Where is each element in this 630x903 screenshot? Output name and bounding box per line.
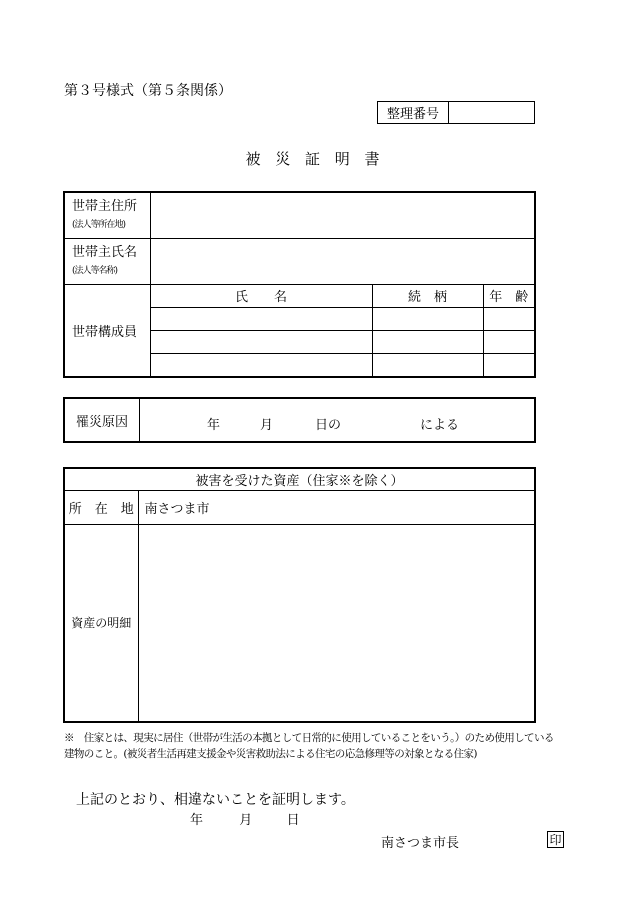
cause-due-to-label: による (420, 418, 460, 433)
member-name-cell[interactable] (150, 307, 372, 330)
member-age-cell[interactable] (483, 353, 535, 377)
household-name-label: 世帯主氏名 (法人等名称) (64, 238, 150, 284)
assets-header: 被害を受けた資産（住家※を除く） (64, 468, 535, 490)
disaster-cause-field[interactable] (140, 398, 536, 442)
cause-month-label: 月 (260, 418, 274, 433)
household-name-field[interactable] (150, 238, 535, 284)
household-address-field[interactable] (150, 192, 535, 238)
member-relation-cell[interactable] (372, 307, 483, 330)
cause-year-label: 年 (207, 418, 221, 433)
damaged-assets-table (63, 467, 536, 723)
member-relation-header: 続 柄 (372, 284, 483, 307)
member-name-cell[interactable] (150, 353, 372, 377)
household-table (63, 191, 536, 378)
assets-detail-field[interactable] (138, 524, 535, 722)
cause-day-label: 日の (315, 418, 342, 433)
issue-month-label: 月 (239, 813, 253, 828)
form-number: 第３号様式（第５条関係） (64, 83, 232, 99)
assets-location-label: 所 在 地 (64, 490, 138, 524)
seal-mark: 印 (547, 831, 564, 848)
member-age-cell[interactable] (483, 307, 535, 330)
reference-number-box (377, 101, 535, 124)
residence-note: ※ 住家とは、現実に居住（世帯が生活の本拠として日常的に使用していることをいう。）のため使用している建物のこと。(被災者生活再建支援金や災害救助法による住宅の応急修理等の対象となる住家) (64, 732, 554, 760)
household-address-label: 世帯主住所 (法人等所在地) (64, 192, 150, 238)
member-relation-cell[interactable] (372, 330, 483, 353)
certification-statement: 上記のとおり、相違ないことを証明します。 (76, 792, 355, 808)
member-age-cell[interactable] (483, 330, 535, 353)
reference-number-field[interactable] (449, 102, 534, 123)
member-name-cell[interactable] (150, 330, 372, 353)
member-relation-cell[interactable] (372, 353, 483, 377)
assets-location-field[interactable]: 南さつま市 (138, 490, 535, 524)
disaster-cause-label: 罹災原因 (64, 398, 140, 442)
member-name-header: 氏 名 (150, 284, 372, 307)
issue-day-label: 日 (286, 813, 300, 828)
reference-number-label: 整理番号 (378, 102, 449, 123)
mayor-title: 南さつま市長 (381, 836, 460, 851)
household-members-label: 世帯構成員 (64, 284, 150, 377)
document-title: 被 災 証 明 書 (245, 150, 385, 168)
disaster-cause-table (63, 397, 536, 443)
issue-date (190, 809, 300, 828)
assets-detail-label: 資産の明細 (64, 524, 138, 722)
member-age-header: 年 齢 (483, 284, 535, 307)
issue-year-label: 年 (190, 813, 204, 828)
